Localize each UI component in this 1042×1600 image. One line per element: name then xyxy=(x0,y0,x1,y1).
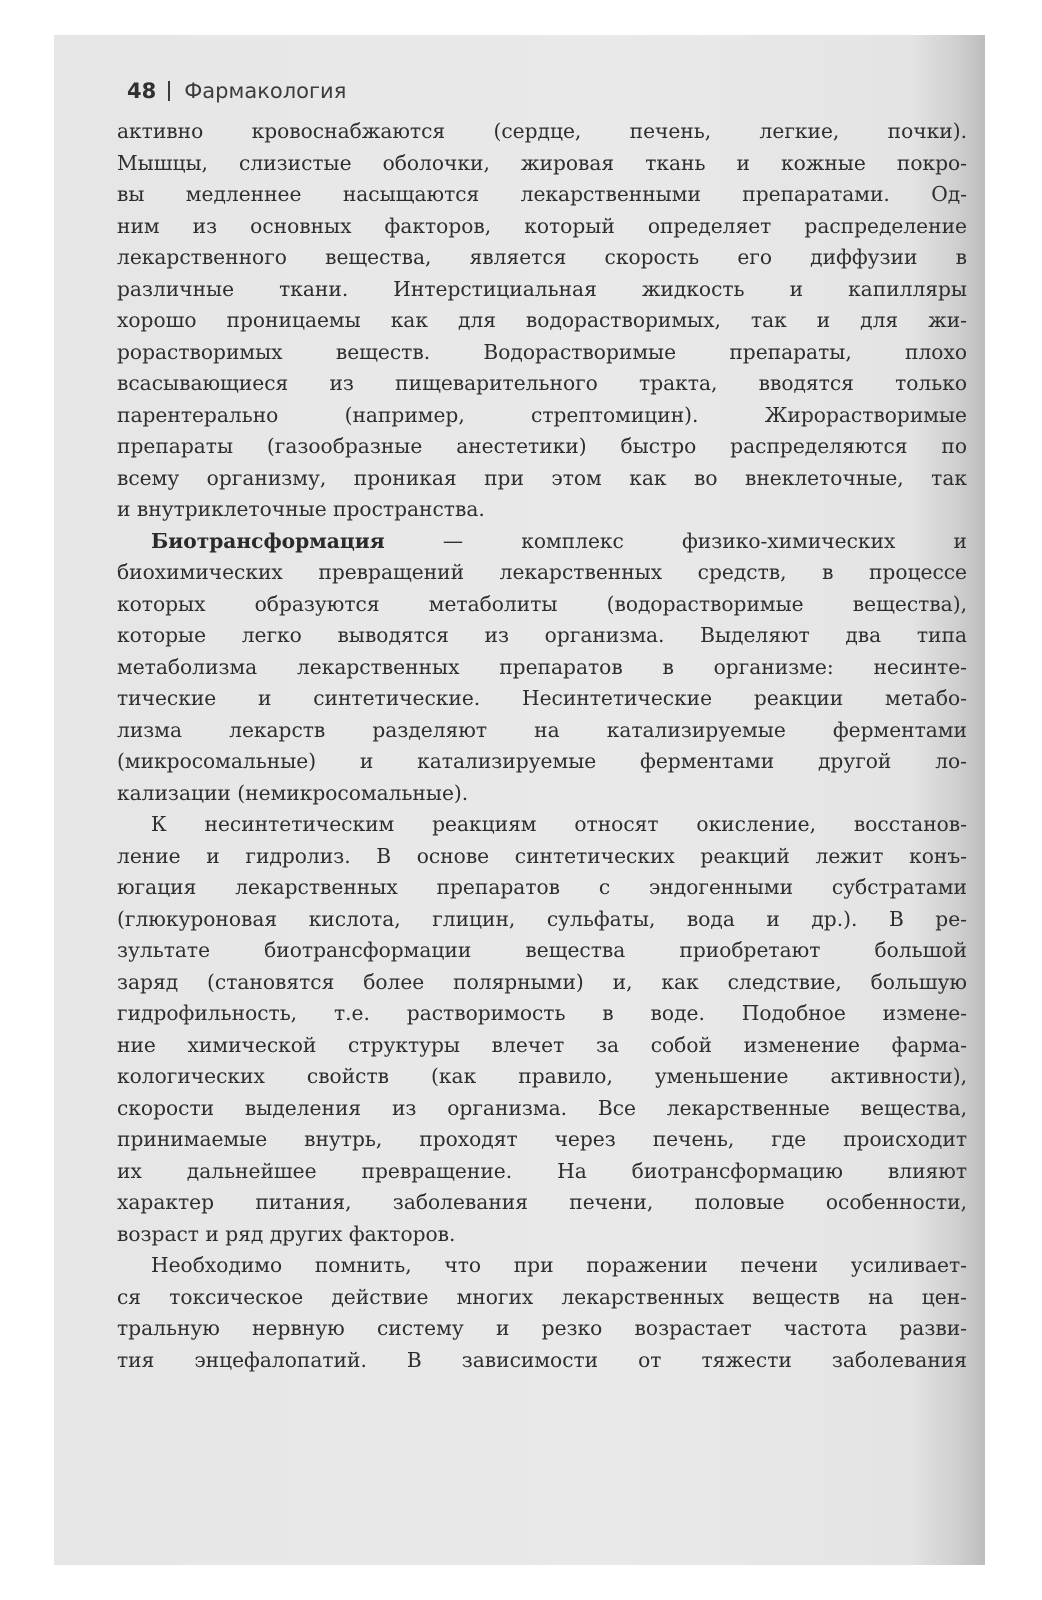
book-page xyxy=(54,35,985,1565)
running-head xyxy=(127,79,346,103)
text-line: ся токсическое действие многих лекарственных веществ на цен- xyxy=(117,1284,967,1309)
text-line: рорастворимых веществ. Водорастворимые препараты, плохо xyxy=(117,339,967,364)
text-line: препараты (газообразные анестетики) быстро распределяются по xyxy=(117,434,967,458)
header-divider xyxy=(168,81,170,101)
text-line: которые легко выводятся из организма. Выделяют два типа xyxy=(117,623,967,647)
text-line: тия энцефалопатий. В зависимости от тяжести заболевания xyxy=(117,1347,967,1372)
text-line: возраст и ряд других факторов. xyxy=(117,1221,456,1246)
text-line: характер питания, заболевания печени, половые особенности, xyxy=(117,1190,967,1214)
text-line xyxy=(117,526,967,558)
text-line: всему организму, проникая при этом как во внеклеточные, так xyxy=(117,465,967,490)
text-line: ние химической структуры влечет за собой изменение фарма- xyxy=(117,1032,967,1057)
text-line: кализации (немикросомальные). xyxy=(117,780,469,805)
term-definition-start: — комплекс физико-химических и xyxy=(384,528,967,553)
text-line: зультате биотрансформации вещества приобретают большой xyxy=(117,938,967,962)
body-text xyxy=(117,116,967,1376)
page-number: 48 xyxy=(127,79,157,103)
text-line: заряд (становятся более полярными) и, как следствие, большую xyxy=(117,969,967,994)
text-line: вы медленнее насыщаются лекарственными препаратами. Од- xyxy=(117,182,967,206)
paragraph-reactions xyxy=(117,809,967,1250)
text-line: лекарственного вещества, является скорость его диффузии в xyxy=(117,245,967,269)
text-line: принимаемые внутрь, проходят через печень, где происходит xyxy=(117,1127,967,1151)
paragraph-liver-damage xyxy=(117,1250,967,1376)
text-line: ление и гидролиз. В основе синтетических реакций лежит конъ- xyxy=(117,843,967,868)
text-line: скорости выделения из организма. Все лекарственные вещества, xyxy=(117,1095,967,1120)
text-line: биохимических превращений лекарственных средств, в процессе xyxy=(117,560,967,584)
running-title: Фармакология xyxy=(184,79,347,103)
paragraph-biotransformation xyxy=(117,526,967,810)
text-line: и внутриклеточные пространства. xyxy=(117,497,485,521)
text-line: (микросомальные) и катализируемые ферментами другой ло- xyxy=(117,749,967,773)
text-line: К несинтетическим реакциям относят окисление, восстанов- xyxy=(151,812,967,836)
text-line: парентерально (например, стрептомицин). Жирорастворимые xyxy=(117,402,967,427)
text-line: всасывающиеся из пищеварительного тракта, вводятся только xyxy=(117,371,967,395)
text-line: тральную нервную систему и резко возрастает частота разви- xyxy=(117,1316,967,1340)
paragraph-distribution xyxy=(117,116,967,526)
text-line: хорошо проницаемы как для водорастворимых, так и для жи- xyxy=(117,308,967,332)
text-line: югация лекарственных препаратов с эндогенными субстратами xyxy=(117,875,967,899)
text-line: кологических свойств (как правило, уменьшение активности), xyxy=(117,1064,967,1088)
text-line: тические и синтетические. Несинтетические реакции метабо- xyxy=(117,686,967,710)
text-line: лизма лекарств разделяют на катализируемые ферментами xyxy=(117,717,967,742)
text-line: ним из основных факторов, который определяет распределение xyxy=(117,213,967,238)
text-line: метаболизма лекарственных препаратов в организме: несинте- xyxy=(117,654,967,679)
text-line: Мышцы, слизистые оболочки, жировая ткань и кожные покро- xyxy=(117,150,967,175)
text-line: (глюкуроновая кислота, глицин, сульфаты, вода и др.). В ре- xyxy=(117,906,967,931)
text-line: различные ткани. Интерстициальная жидкость и капилляры xyxy=(117,276,967,301)
text-line: которых образуются метаболиты (водорастворимые вещества), xyxy=(117,591,967,616)
text-line: Необходимо помнить, что при поражении печени усиливает- xyxy=(151,1253,967,1277)
text-line: их дальнейшее превращение. На биотрансформацию влияют xyxy=(117,1158,967,1183)
text-line: гидрофильность, т.е. растворимость в воде. Подобное измене- xyxy=(117,1001,967,1025)
term-biotransformation: Биотрансформация xyxy=(151,528,385,553)
text-line: активно кровоснабжаются (сердце, печень, легкие, почки). xyxy=(117,119,967,143)
